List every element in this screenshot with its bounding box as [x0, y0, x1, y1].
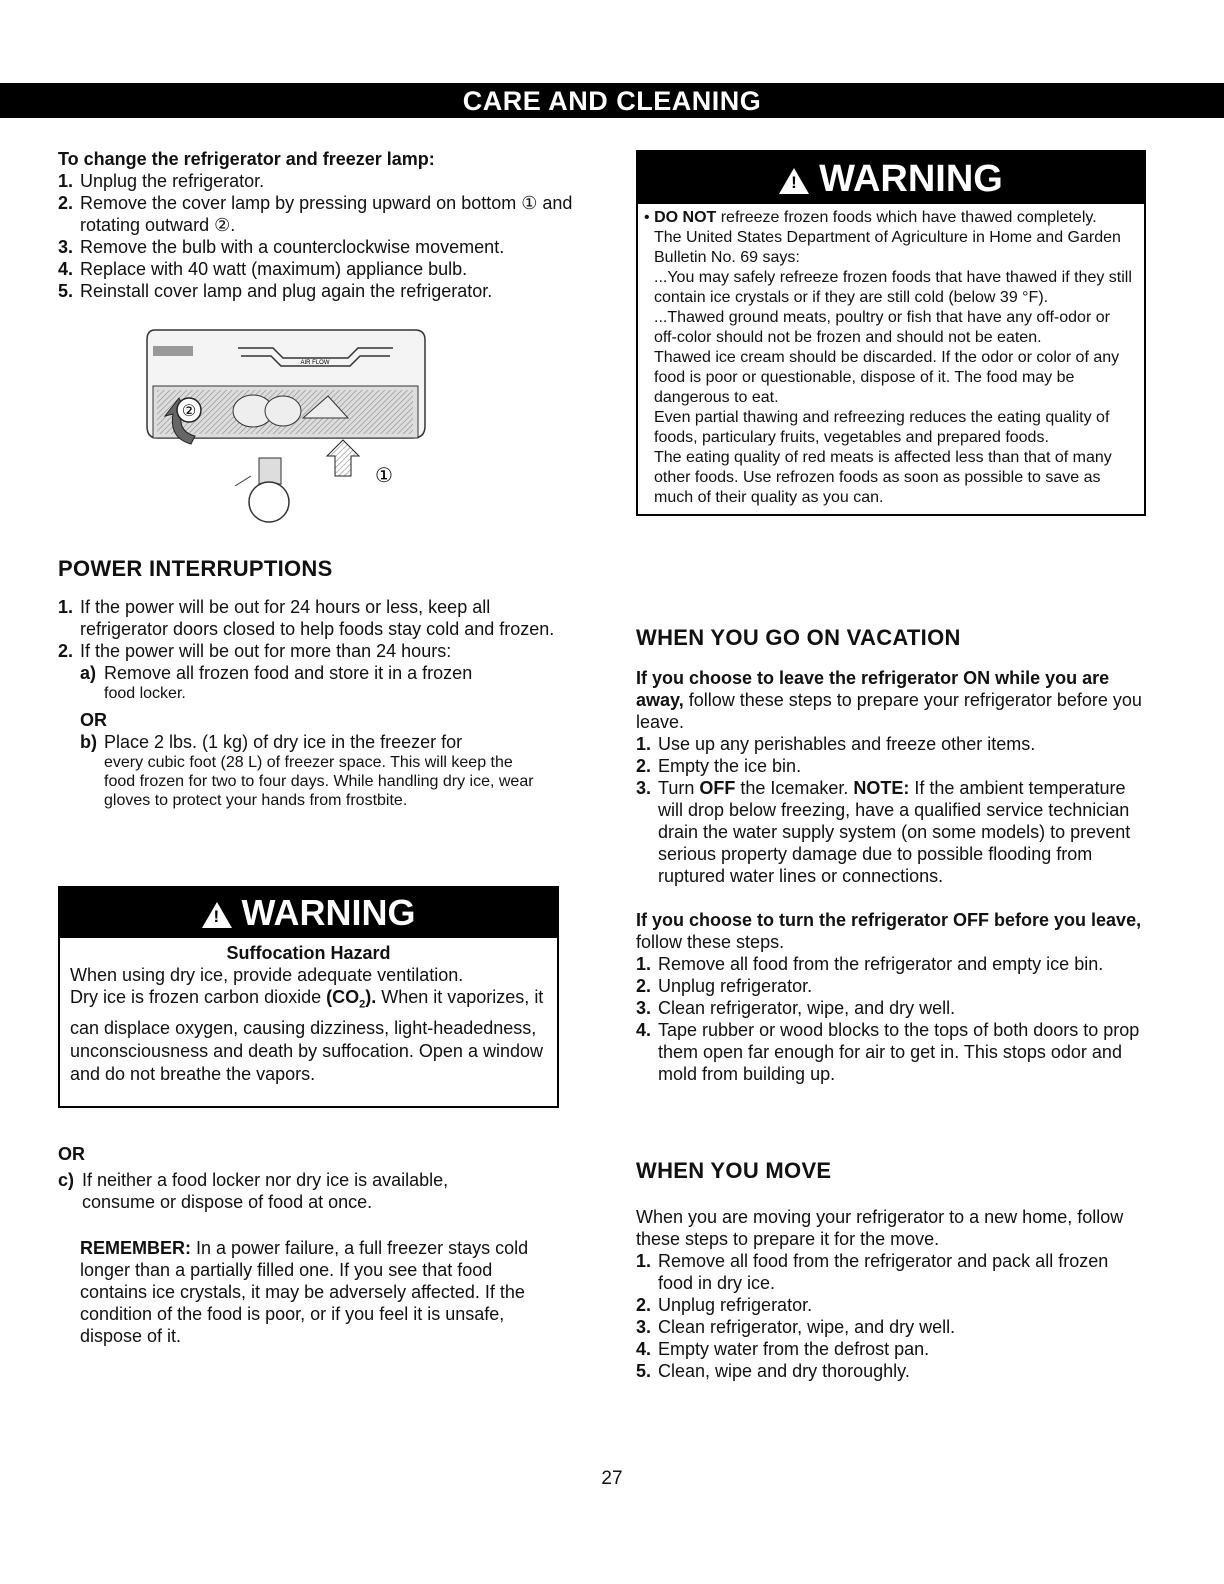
lamp-step: 5. Reinstall cover lamp and plug again the refrigerator.	[58, 281, 493, 301]
dry-ice-warning-text: Dry ice is frozen carbon dioxide $(CO_2)$. When it vaporizes, it can displace oxygen, causing dizziness, light-headedness, unconsciousness and death by suffocation. Open a window and do not breathe the vapors.	[70, 987, 544, 1084]
move-step: 4. Empty water from the defrost pan.	[636, 1339, 930, 1359]
lamp-step: 4. Replace with 40 watt (maximum) appliance bulb.	[58, 259, 468, 279]
vacation-step: 3. Turn OFF the Icemaker. NOTE: If the ambient temperature will drop below freezing, have a qualified service technician drain the water supply system (on some models) to prevent serious property damage due to possible flooding from ruptured water lines or connections.	[636, 778, 1131, 886]
warning-header: !WARNING	[638, 152, 1144, 204]
or-label: OR	[80, 710, 107, 730]
option-b: b) Place 2 lbs. (1 kg) of dry ice in the freezer for	[80, 732, 463, 752]
after-warning-section: OR c) If neither a food locker nor dry ice is available, consume or dispose of food at once. REMEMBER: In a power failure, a full freezer stays cold longer than a partially filled one. If you see that food contains ice crystals, it may be adversely affected. If the condition of the food is poor, or if you feel it is unsafe, dispose of it.	[58, 1143, 578, 1347]
move-step: 5. Clean, wipe and dry thoroughly.	[636, 1361, 910, 1381]
push-up-arrow-icon	[327, 440, 359, 476]
dry-ice-warning-box: !WARNING Suffocation Hazard When using dry ice, provide adequate ventilation. Dry ice is frozen carbon dioxide $(CO_2)$. When it vaporizes, it can displace oxygen, causing dizziness, light-headedness, unconsciousness and death by suffocation. Open a window and do not breathe the vapors.	[58, 886, 559, 1108]
left-column	[58, 148, 578, 1346]
off-step: 3. Clean refrigerator, wipe, and dry well.	[636, 998, 956, 1018]
move-step: 1. Remove all food from the refrigerator and pack all frozen food in dry ice.	[636, 1251, 1109, 1293]
page-number: 27	[601, 1468, 623, 1489]
move-heading: WHEN YOU MOVE	[636, 1158, 832, 1183]
section-banner: CARE AND CLEANING	[0, 83, 1224, 118]
lamp-steps	[58, 170, 578, 302]
warning-icon	[202, 902, 232, 928]
vacation-step: 2. Empty the ice bin.	[636, 756, 802, 776]
power-interruptions-section	[58, 556, 578, 810]
move-step: 3. Clean refrigerator, wipe, and dry well.	[636, 1317, 956, 1337]
vacation-section: WHEN YOU GO ON VACATION If you choose to leave the refrigerator ON while you are away, follow these steps to prepare your refrigerator before you leave. 1. Use up any perishables and freeze other items. 2. Empty the ice bin. 3. Turn OFF the Icemaker. NOTE: If the ambient temperature will drop below freezing, have a qualified service technician drain the water supply system (on some models) to prevent serious property damage due to possible flooding from ruptured water lines or connections. If you choose to turn the refrigerator OFF before you leave, follow these steps. 1. Remove all food from the refrigerator and empty ice bin. 2. Unplug refrigerator. 3. Clean refrigerator, wipe, and dry well. 4. Tape rubber or wood blocks to the tops of both doors to prop them open far enough for air to get in. This stops odor and mold from building up.	[636, 625, 1146, 1085]
power-heading: POWER INTERRUPTIONS	[58, 556, 333, 581]
lamp-step: 1. Unplug the refrigerator.	[58, 171, 265, 191]
step-1-label: ①	[375, 465, 393, 487]
off-step: 2. Unplug refrigerator.	[636, 976, 813, 996]
off-step: 4. Tape rubber or wood blocks to the tops of both doors to prop them open far enough for air to get in. This stops odor and mold from building up.	[636, 1020, 1140, 1084]
move-step: 2. Unplug refrigerator.	[636, 1295, 813, 1315]
warning-header: !WARNING	[60, 888, 557, 938]
lamp-heading: To change the refrigerator and freezer lamp:	[58, 149, 435, 169]
option-a: a) Remove all frozen food and store it in a frozen	[80, 663, 473, 683]
step-2-label: ②	[181, 403, 197, 420]
vacation-heading: WHEN YOU GO ON VACATION	[636, 625, 961, 650]
brand-logo-icon	[153, 346, 193, 356]
move-section: WHEN YOU MOVE When you are moving your refrigerator to a new home, follow these steps to prepare it for the move. 1. Remove all food from the refrigerator and pack all frozen food in dry ice. 2. Unplug refrigerator. 3. Clean refrigerator, wipe, and dry well. 4. Empty water from the defrost pan. 5. Clean, wipe and dry thoroughly.	[636, 1158, 1146, 1382]
bulb-icon	[249, 482, 289, 522]
warning-icon	[779, 168, 809, 194]
power-item: 1. If the power will be out for 24 hours or less, keep all refrigerator doors closed to help foods stay cold and frozen.	[58, 597, 555, 639]
option-c: c) If neither a food locker nor dry ice is available, consume or dispose of food at once.	[58, 1170, 449, 1212]
lamp-step: 2. Remove the cover lamp by pressing upward on bottom ① and rotating outward ②.	[58, 193, 573, 235]
lamp-cover-illustration	[143, 326, 443, 561]
power-item: 2. If the power will be out for more than 24 hours:	[58, 641, 452, 661]
right-column	[636, 150, 1146, 1381]
airflow-label: AIR FLOW	[300, 360, 330, 366]
vacation-step: 1. Use up any perishables and freeze other items.	[636, 734, 1036, 754]
power-sublist: a) Remove all frozen food and store it in a frozen food locker. OR b) Place 2 lbs. (1 kg) of dry ice in the freezer for every cubic foot (28 L) of freezer space. This will keep the food frozen for two to four days. While handling dry ice, wear gloves to protect your hands from frostbite.	[58, 662, 578, 810]
lamp-step: 3. Remove the bulb with a counterclockwise movement.	[58, 237, 505, 257]
off-step: 1. Remove all food from the refrigerator and empty ice bin.	[636, 954, 1104, 974]
remember-note: REMEMBER: In a power failure, a full freezer stays cold longer than a partially filled one. If you see that food contains ice crystals, it may be adversely affected. If the condition of the food is poor, or if you feel it is unsafe, dispose of it.	[80, 1238, 529, 1346]
refreeze-first: • DO NOT refreeze frozen foods which have thawed completely.	[644, 209, 1097, 226]
refreeze-warning-box: !WARNING • DO NOT refreeze frozen foods which have thawed completely. The United States Department of Agriculture in Home and Garden Bulletin No. 69 says: ...You may safely refreeze frozen foods that have thawed if they still contain ice crystals or if they are still cold (below 39 °F). ...Thawed ground meats, poultry or fish that have any off-odor or off-color should not be frozen and should not be eaten. Thawed ice cream should be discarded. If the odor or color of any food is poor or questionable, dispose of it. The food may be dangerous to eat. Even partial thawing and refreezing reduces the eating quality of foods, particulary fruits, vegetables and prepared foods. The eating quality of red meats is affected less than that of many other foods. Use refrozen foods as soon as possible to save as much of their quality as you can.	[636, 150, 1146, 516]
